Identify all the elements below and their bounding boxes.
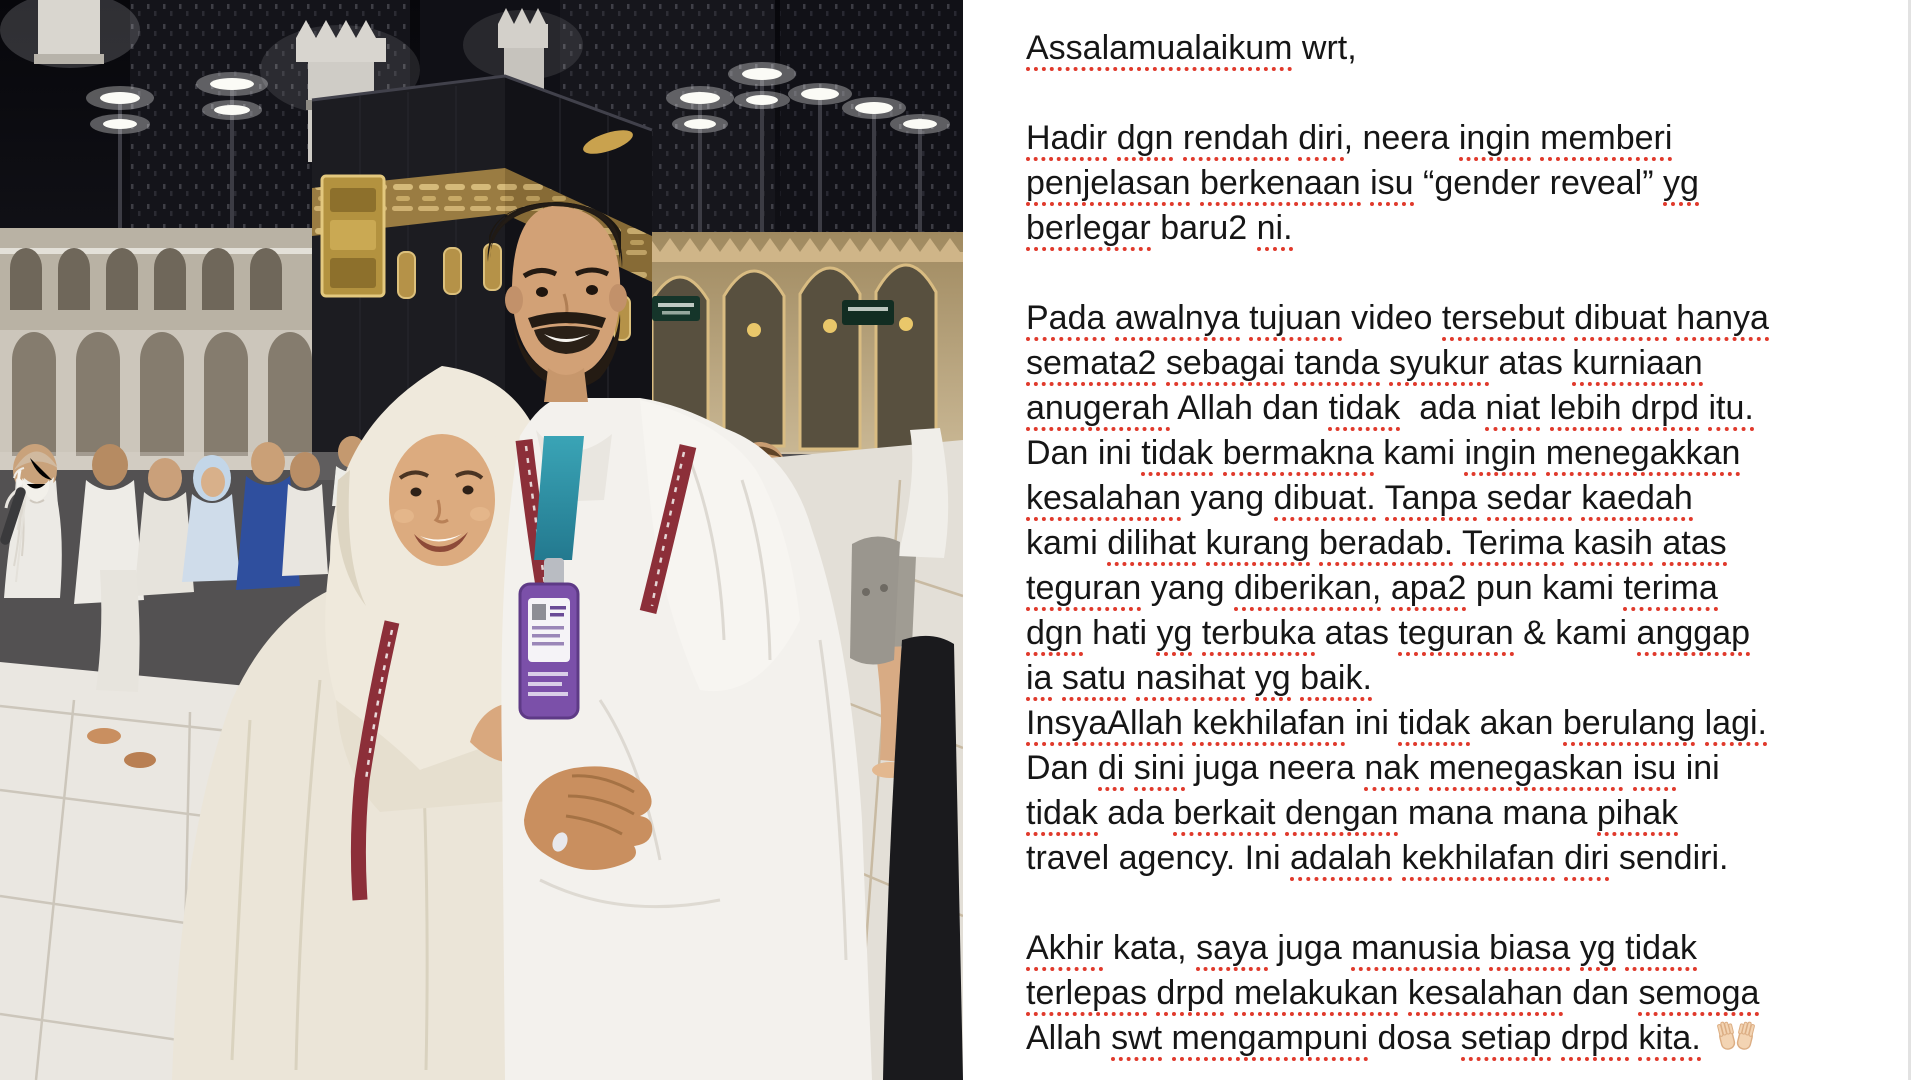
spellcheck-word: Assalamualaikum xyxy=(1026,29,1292,71)
palms-up-together-emoji xyxy=(1716,1019,1756,1053)
kaaba-door xyxy=(322,176,384,296)
spellcheck-word: niat xyxy=(1485,389,1540,431)
spellcheck-word: semoga xyxy=(1638,974,1759,1016)
spellcheck-word: Tanpa xyxy=(1385,479,1478,521)
spellcheck-word: sedar xyxy=(1487,479,1572,521)
spellcheck-word: ingin xyxy=(1459,119,1531,161)
spellcheck-word: berkait xyxy=(1173,794,1275,836)
spellcheck-word: tidak xyxy=(1625,929,1697,971)
spellcheck-word: kesalahan xyxy=(1408,974,1563,1016)
text-line: teguran yang diberikan, apa2 pun kami terima xyxy=(1026,566,1884,611)
spellcheck-word: diberikan, xyxy=(1234,569,1381,611)
spellcheck-word: hanya xyxy=(1676,299,1769,341)
text-line: travel agency. Ini adalah kekhilafan diri sendiri. xyxy=(1026,836,1884,881)
text-line: Allah swt mengampuni dosa setiap drpd kita. xyxy=(1026,1016,1884,1061)
spellcheck-word: saya xyxy=(1196,929,1268,971)
text-line: semata2 sebagai tanda syukur atas kurniaan xyxy=(1026,341,1884,386)
spellcheck-word: teguran xyxy=(1026,569,1141,611)
spellcheck-word: itu. xyxy=(1708,389,1753,431)
spellcheck-word: tersebut xyxy=(1442,299,1565,341)
spellcheck-word: isu xyxy=(1633,749,1676,791)
spellcheck-word: anugerah xyxy=(1026,389,1170,431)
text-line: berlegar baru2 ni. xyxy=(1026,206,1884,251)
spellcheck-word: biasa xyxy=(1489,929,1570,971)
text-line: Akhir kata, saya juga manusia biasa yg tidak xyxy=(1026,926,1884,971)
spellcheck-word: drpd xyxy=(1561,1019,1629,1061)
spellcheck-word: nak xyxy=(1364,749,1419,791)
spellcheck-word: baik. xyxy=(1300,659,1372,701)
spellcheck-word: dilihat xyxy=(1107,524,1196,566)
spellcheck-word: penjelasan xyxy=(1026,164,1190,206)
spellcheck-word: Terima xyxy=(1462,524,1564,566)
spellcheck-word: isu xyxy=(1370,164,1413,206)
text-line: kami dilihat kurang beradab. Terima kasih atas xyxy=(1026,521,1884,566)
text-line: anugerah Allah dan tidak ada niat lebih drpd itu. xyxy=(1026,386,1884,431)
arabic-sign xyxy=(842,300,894,325)
spellcheck-word: kurang xyxy=(1206,524,1310,566)
spellcheck-word: berkenaan xyxy=(1200,164,1361,206)
spellcheck-word: tidak xyxy=(1026,794,1098,836)
spellcheck-word: pihak xyxy=(1597,794,1678,836)
spellcheck-word: teguran xyxy=(1398,614,1513,656)
spellcheck-word: lebih xyxy=(1550,389,1622,431)
spellcheck-word: terima xyxy=(1623,569,1717,611)
spellcheck-word: kaedah xyxy=(1581,479,1693,521)
spellcheck-word: sini xyxy=(1134,749,1185,791)
spellcheck-word: tujuan xyxy=(1249,299,1342,341)
text-line: dgn hati yg terbuka atas teguran & kami anggap xyxy=(1026,611,1884,656)
spellcheck-word: yg xyxy=(1156,614,1192,656)
spellcheck-word: menegakkan xyxy=(1546,434,1741,476)
spellcheck-word: diri xyxy=(1298,119,1343,161)
spellcheck-word: dgn xyxy=(1117,119,1174,161)
spellcheck-word: terbuka xyxy=(1202,614,1315,656)
spellcheck-word: syukur xyxy=(1389,344,1489,386)
spellcheck-word: awalnya xyxy=(1115,299,1240,341)
spellcheck-word: memberi xyxy=(1540,119,1672,161)
spellcheck-word: dengan xyxy=(1285,794,1398,836)
text-line: kesalahan yang dibuat. Tanpa sedar kaedah xyxy=(1026,476,1884,521)
text-line: Dan di sini juga neera nak menegaskan isu ini xyxy=(1026,746,1884,791)
spellcheck-word: yg xyxy=(1663,164,1699,206)
spellcheck-word: diri xyxy=(1564,839,1609,881)
text-line: terlepas drpd melakukan kesalahan dan semoga xyxy=(1026,971,1884,1016)
spellcheck-word: ni. xyxy=(1257,209,1293,251)
spellcheck-word: drpd xyxy=(1631,389,1699,431)
spellcheck-word: kasih xyxy=(1574,524,1653,566)
text-line xyxy=(1026,656,1884,701)
spellcheck-word: tidak xyxy=(1398,704,1470,746)
id-badge xyxy=(520,584,578,718)
spellcheck-word: lagi. xyxy=(1705,704,1767,746)
text-line: Pada awalnya tujuan video tersebut dibuat hanya xyxy=(1026,296,1884,341)
spellcheck-word: kita. xyxy=(1638,1019,1700,1061)
spellcheck-word: bermakna xyxy=(1223,434,1374,476)
spellcheck-word: yg xyxy=(1255,659,1291,701)
spellcheck-word: manusia xyxy=(1351,929,1480,971)
text-line: Dan ini tidak bermakna kami ingin menegakkan xyxy=(1026,431,1884,476)
spellcheck-word: sebagai xyxy=(1166,344,1285,386)
spellcheck-word: menegaskan xyxy=(1429,749,1624,791)
spellcheck-word: tidak xyxy=(1141,434,1213,476)
spellcheck-word: ingin xyxy=(1464,434,1536,476)
spellcheck-word: satu xyxy=(1062,659,1126,701)
spellcheck-word: Pada xyxy=(1026,299,1105,341)
text-line: tidak ada berkait dengan mana mana pihak xyxy=(1026,791,1884,836)
spellcheck-word: dgn xyxy=(1026,614,1083,656)
spellcheck-word: dibuat. xyxy=(1274,479,1376,521)
spellcheck-word: kurniaan xyxy=(1572,344,1702,386)
paragraph xyxy=(1026,926,1884,1061)
spellcheck-word: kekhilafan xyxy=(1192,704,1345,746)
spellcheck-word: drpd xyxy=(1156,974,1224,1016)
spellcheck-word: setiap xyxy=(1461,1019,1552,1061)
spellcheck-word: semata2 xyxy=(1026,344,1156,386)
text-line: InsyaAllah kekhilafan ini tidak akan berulang lagi. xyxy=(1026,701,1884,746)
spellcheck-word: apa2 xyxy=(1391,569,1467,611)
spellcheck-word: yg xyxy=(1580,929,1616,971)
spellcheck-word: kekhilafan xyxy=(1402,839,1555,881)
spellcheck-word: anggap xyxy=(1637,614,1750,656)
spellcheck-word: nasihat xyxy=(1136,659,1246,701)
spellcheck-word: berulang xyxy=(1563,704,1695,746)
spellcheck-word: rendah xyxy=(1183,119,1289,161)
arabic-sign xyxy=(652,296,700,321)
text-line: penjelasan berkenaan isu “gender reveal” yg xyxy=(1026,161,1884,206)
spellcheck-word: InsyaAllah xyxy=(1026,704,1183,746)
text-line: Hadir dgn rendah diri, neera ingin memberi xyxy=(1026,116,1884,161)
spellcheck-word: dibuat xyxy=(1574,299,1667,341)
spellcheck-word: beradab. xyxy=(1319,524,1453,566)
spellcheck-word: mengampuni xyxy=(1172,1019,1369,1061)
spellcheck-word: tidak xyxy=(1328,389,1400,431)
spellcheck-word: berlegar xyxy=(1026,209,1151,251)
spellcheck-word: ia xyxy=(1026,659,1052,701)
spellcheck-word: atas xyxy=(1662,524,1726,566)
spellcheck-word: Hadir xyxy=(1026,119,1107,161)
spellcheck-word: kesalahan xyxy=(1026,479,1181,521)
spellcheck-word: di xyxy=(1098,749,1124,791)
spellcheck-word: tanda xyxy=(1294,344,1379,386)
spellcheck-word: swt xyxy=(1111,1019,1162,1061)
screenshot-edge-line xyxy=(1908,0,1911,1080)
spellcheck-word: melakukan xyxy=(1234,974,1398,1016)
paragraph xyxy=(1026,296,1884,881)
spellcheck-word: terlepas xyxy=(1026,974,1147,1016)
paragraph xyxy=(1026,26,1884,71)
statement-text xyxy=(1026,26,1884,1080)
spellcheck-word: adalah xyxy=(1290,839,1392,881)
spellcheck-word: Akhir xyxy=(1026,929,1103,971)
text-line: Assalamualaikum wrt, xyxy=(1026,26,1884,71)
paragraph xyxy=(1026,116,1884,251)
